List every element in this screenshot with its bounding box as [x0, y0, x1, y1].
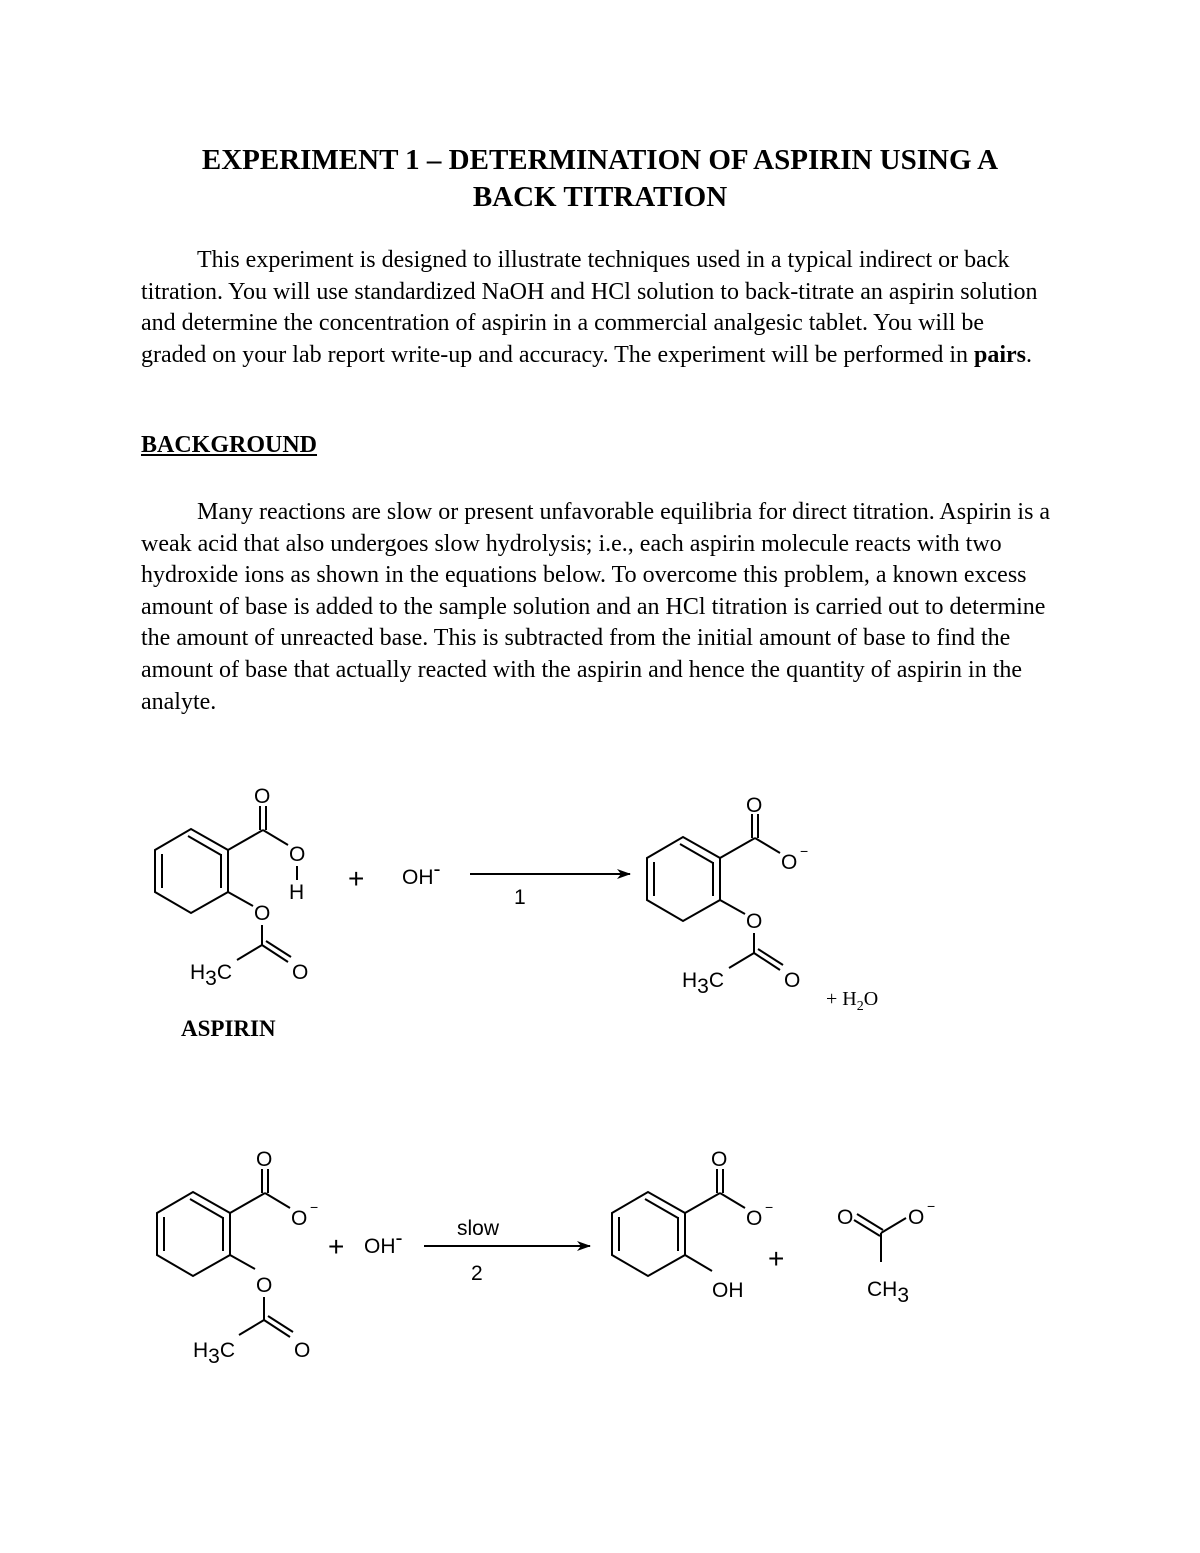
atom-o-acetate-2: O — [908, 1206, 925, 1229]
water-byproduct: + $H_2O$ — [826, 988, 879, 1014]
atom-h3c: H3C — [682, 969, 725, 998]
atom-o-anion: O — [746, 1207, 763, 1230]
acetate-product — [837, 1198, 935, 1307]
salicylate-product — [612, 1148, 773, 1302]
benzene-ring — [157, 1192, 230, 1276]
atom-o-acetyl: O — [784, 969, 801, 992]
atom-o-hydroxyl: O — [289, 843, 306, 866]
aspirin-label: ASPIRIN — [181, 1016, 276, 1041]
atom-h3c: H3C — [193, 1339, 236, 1368]
anion-charge: − — [765, 1199, 774, 1215]
atom-o-carbonyl: O — [254, 785, 271, 808]
atom-o-anion: O — [781, 851, 798, 874]
benzene-ring — [647, 837, 720, 921]
background-paragraph: Many reactions are slow or present unfavorable equilibria for direct titration. Aspirin is a weak acid that also undergoes slow hydrolysis; i.e., each aspirin molecule reacts with two hydroxide ions as shown in the equations below. To overcome this problem, a known excess amount of base is added to the sample solution and an HCl titration is carried out to determine the amount of unreacted base. This is subtracted from the initial amount of base to find the amount of base that actually reacted with the aspirin and hence the quantity of aspirin in the analyte. — [141, 499, 1051, 715]
intro-bold-word: pairs — [974, 341, 1027, 368]
atom-h3c: H3C — [190, 961, 233, 990]
intro-text-end: . — [1026, 341, 1033, 368]
arrow-label-1: 1 — [514, 886, 526, 909]
atom-h: H — [289, 881, 305, 904]
acetylsalicylate-product — [647, 794, 808, 998]
atom-o-carbonyl: O — [746, 794, 763, 817]
atom-o-carbonyl: O — [711, 1148, 728, 1171]
reaction-1 — [155, 785, 878, 1041]
plus-sign: + — [328, 1231, 345, 1262]
hydroxide-reagent: OH- — [402, 858, 441, 889]
acetylsalicylate-reactant — [157, 1148, 318, 1368]
atom-o-acetate-1: O — [837, 1206, 854, 1229]
product-plus-sign: + — [768, 1243, 785, 1274]
aspirin-molecule — [155, 785, 308, 990]
atom-o-acetyl: O — [294, 1339, 311, 1362]
atom-o-ester: O — [254, 902, 271, 925]
acetate-charge: − — [927, 1198, 936, 1214]
benzene-ring — [612, 1192, 685, 1276]
atom-ch3: CH3 — [867, 1278, 910, 1307]
atom-o-acetyl: O — [292, 961, 309, 984]
atom-o-ester: O — [746, 910, 763, 933]
anion-charge: − — [310, 1199, 319, 1215]
reaction-2 — [157, 1148, 935, 1368]
atom-oh: OH — [712, 1279, 744, 1302]
title-line-2: BACK TITRATION — [472, 181, 728, 213]
atom-o-anion: O — [291, 1207, 308, 1230]
intro-text: This experiment is designed to illustrate techniques used in a typical indirect or back titration. You will use standardized NaOH and HCl solution to back-titrate an aspirin solution and determine the concentration of aspirin in a commercial analgesic tablet. You will be graded on your lab report write-up and accuracy. The experiment will be performed in — [141, 247, 1038, 368]
arrow-label-slow: slow — [457, 1217, 500, 1240]
background-heading: BACKGROUND — [141, 432, 318, 458]
hydroxide-reagent: OH- — [364, 1227, 403, 1258]
atom-o-carbonyl: O — [256, 1148, 273, 1171]
plus-sign: + — [348, 863, 365, 894]
benzene-ring — [155, 829, 228, 913]
title-line-1: EXPERIMENT 1 – DETERMINATION OF ASPIRIN USING A — [201, 144, 999, 176]
arrow-label-2: 2 — [471, 1262, 483, 1285]
anion-charge: − — [800, 843, 809, 859]
atom-o-ester: O — [256, 1274, 273, 1297]
